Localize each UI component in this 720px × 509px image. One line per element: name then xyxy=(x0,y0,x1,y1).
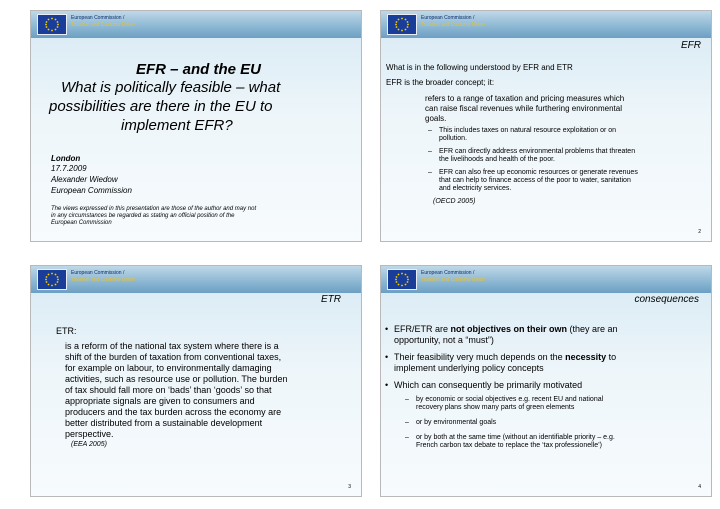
dash-marker: – xyxy=(405,419,409,426)
slide2-def-1: refers to a range of taxation and pricing measures which xyxy=(425,94,625,103)
bullet-marker: • xyxy=(385,324,389,334)
slide2-sub1-1: This includes taxes on natural resource exploitation or on xyxy=(439,127,617,134)
eu-flag-icon xyxy=(37,269,67,290)
slide2-sub3-2: that can help to finance access of the poor to water, sanitation xyxy=(439,177,631,184)
slide3-line-4: activities, such as resource use or pollution. The burden xyxy=(65,374,288,384)
slide4-b1-line2: opportunity, not a “must”) xyxy=(394,335,494,345)
slide1-subtitle-3: implement EFR? xyxy=(121,117,233,134)
slide4-s2: or by environmental goals xyxy=(416,419,497,426)
slide3-line-5: of tax should fall more on ‘bads’ than ‘goods’ so that xyxy=(65,385,272,395)
slide4-heading: consequences xyxy=(634,294,699,305)
slide4-s1-2: recovery plans show many parts of green elements xyxy=(416,404,575,411)
eu-flag-icon xyxy=(387,269,417,290)
slide2-source: (OECD 2005) xyxy=(433,198,476,205)
slide2-sub3-1: EFR can also free up economic resources or generate revenues xyxy=(439,169,638,176)
dash-marker: – xyxy=(405,396,409,403)
slide1-subtitle-1: What is politically feasible – what xyxy=(61,79,281,96)
slide-header xyxy=(381,11,711,38)
slide-4 xyxy=(380,265,712,497)
bullet-marker: • xyxy=(385,380,389,390)
slide1-author: Alexander Wiedow xyxy=(51,175,118,184)
slide1-disclaimer-3: European Commission xyxy=(51,220,112,226)
slide-header xyxy=(31,11,361,38)
slide1-date: 17.7.2009 xyxy=(51,164,87,173)
slide3-line-2: shift of the burden of taxation from conventional taxes, xyxy=(65,352,282,362)
org-name: European Commission / Taxation and Customs Union xyxy=(71,15,135,28)
eu-flag-icon xyxy=(37,14,67,35)
slide4-b2-line1: Their feasibility very much depends on the necessity to xyxy=(394,352,617,362)
slide1-disclaimer-2: in any circumstances be regarded as stating an official position of the xyxy=(51,213,235,219)
slide-header xyxy=(381,266,711,293)
slide4-b2-line2: implement underlying policy concepts xyxy=(394,363,544,373)
org-name: European Commission / Taxation and Customs Union xyxy=(421,15,485,28)
slide2-heading: EFR xyxy=(681,40,701,51)
dash-marker: – xyxy=(428,148,432,155)
page-number: 4 xyxy=(698,484,701,490)
slide2-def-2: can raise fiscal revenues while furthering environmental xyxy=(425,104,622,113)
org-name: European Commission / Taxation and Customs Union xyxy=(71,270,135,283)
slide1-disclaimer-1: The views expressed in this presentation are those of the author and may not xyxy=(51,206,257,212)
slide4-s1-1: by economic or social objectives e.g. recent EU and national xyxy=(416,396,604,403)
slide2-concept: EFR is the broader concept; it: xyxy=(386,78,495,87)
slide3-line-1: is a reform of the national tax system where there is a xyxy=(65,341,279,351)
slide-header xyxy=(31,266,361,293)
eu-flag-icon xyxy=(387,14,417,35)
slide-1 xyxy=(30,10,362,242)
slide2-sub1-2: pollution. xyxy=(439,135,468,142)
slide3-line-8: better distributed from a sustainable development xyxy=(65,418,263,428)
slide-3 xyxy=(30,265,362,497)
slide3-line-3: for example on labour, to environmentally damaging xyxy=(65,363,272,373)
slide4-s3-2: French carbon tax debate to replace the ‘tax professionelle’) xyxy=(416,442,602,449)
slide3-heading: ETR xyxy=(321,294,341,305)
slide3-line-6: appropriate signals are given to consumers and xyxy=(65,396,255,406)
bullet-marker: • xyxy=(385,352,389,362)
slide2-def-3: goals. xyxy=(425,114,447,123)
page-number: 2 xyxy=(698,229,701,235)
dash-marker: – xyxy=(405,434,409,441)
slide1-place: London xyxy=(51,154,81,163)
org-name: European Commission / Taxation and Customs Union xyxy=(421,270,485,283)
page-number: 3 xyxy=(348,484,351,490)
slide2-intro: What is in the following understood by EFR and ETR xyxy=(386,63,573,72)
slide3-label: ETR: xyxy=(56,326,77,336)
slide1-org: European Commission xyxy=(51,186,132,195)
dash-marker: – xyxy=(428,169,432,176)
slide3-line-7: producers and the tax burden across the economy are xyxy=(65,407,282,417)
slide3-line-9: perspective. xyxy=(65,429,114,439)
slide2-sub3-3: and electricity services. xyxy=(439,185,512,192)
slide-2 xyxy=(380,10,712,242)
slide4-s3-1: or by both at the same time (without an identifiable priority – e.g. xyxy=(416,434,615,441)
slide3-source: (EEA 2005) xyxy=(71,441,107,448)
slide1-subtitle-2: possibilities are there in the EU to xyxy=(49,98,273,115)
dash-marker: – xyxy=(428,127,432,134)
slide2-sub2-2: the livelihoods and health of the poor. xyxy=(439,156,555,163)
slide4-b1-line1: EFR/ETR are not objectives on their own (they are an xyxy=(394,324,618,334)
slide2-sub2-1: EFR can directly address environmental problems that threaten xyxy=(439,148,636,155)
slide4-b3: Which can consequently be primarily motivated xyxy=(394,380,583,390)
slide1-title: EFR – and the EU xyxy=(136,61,262,78)
